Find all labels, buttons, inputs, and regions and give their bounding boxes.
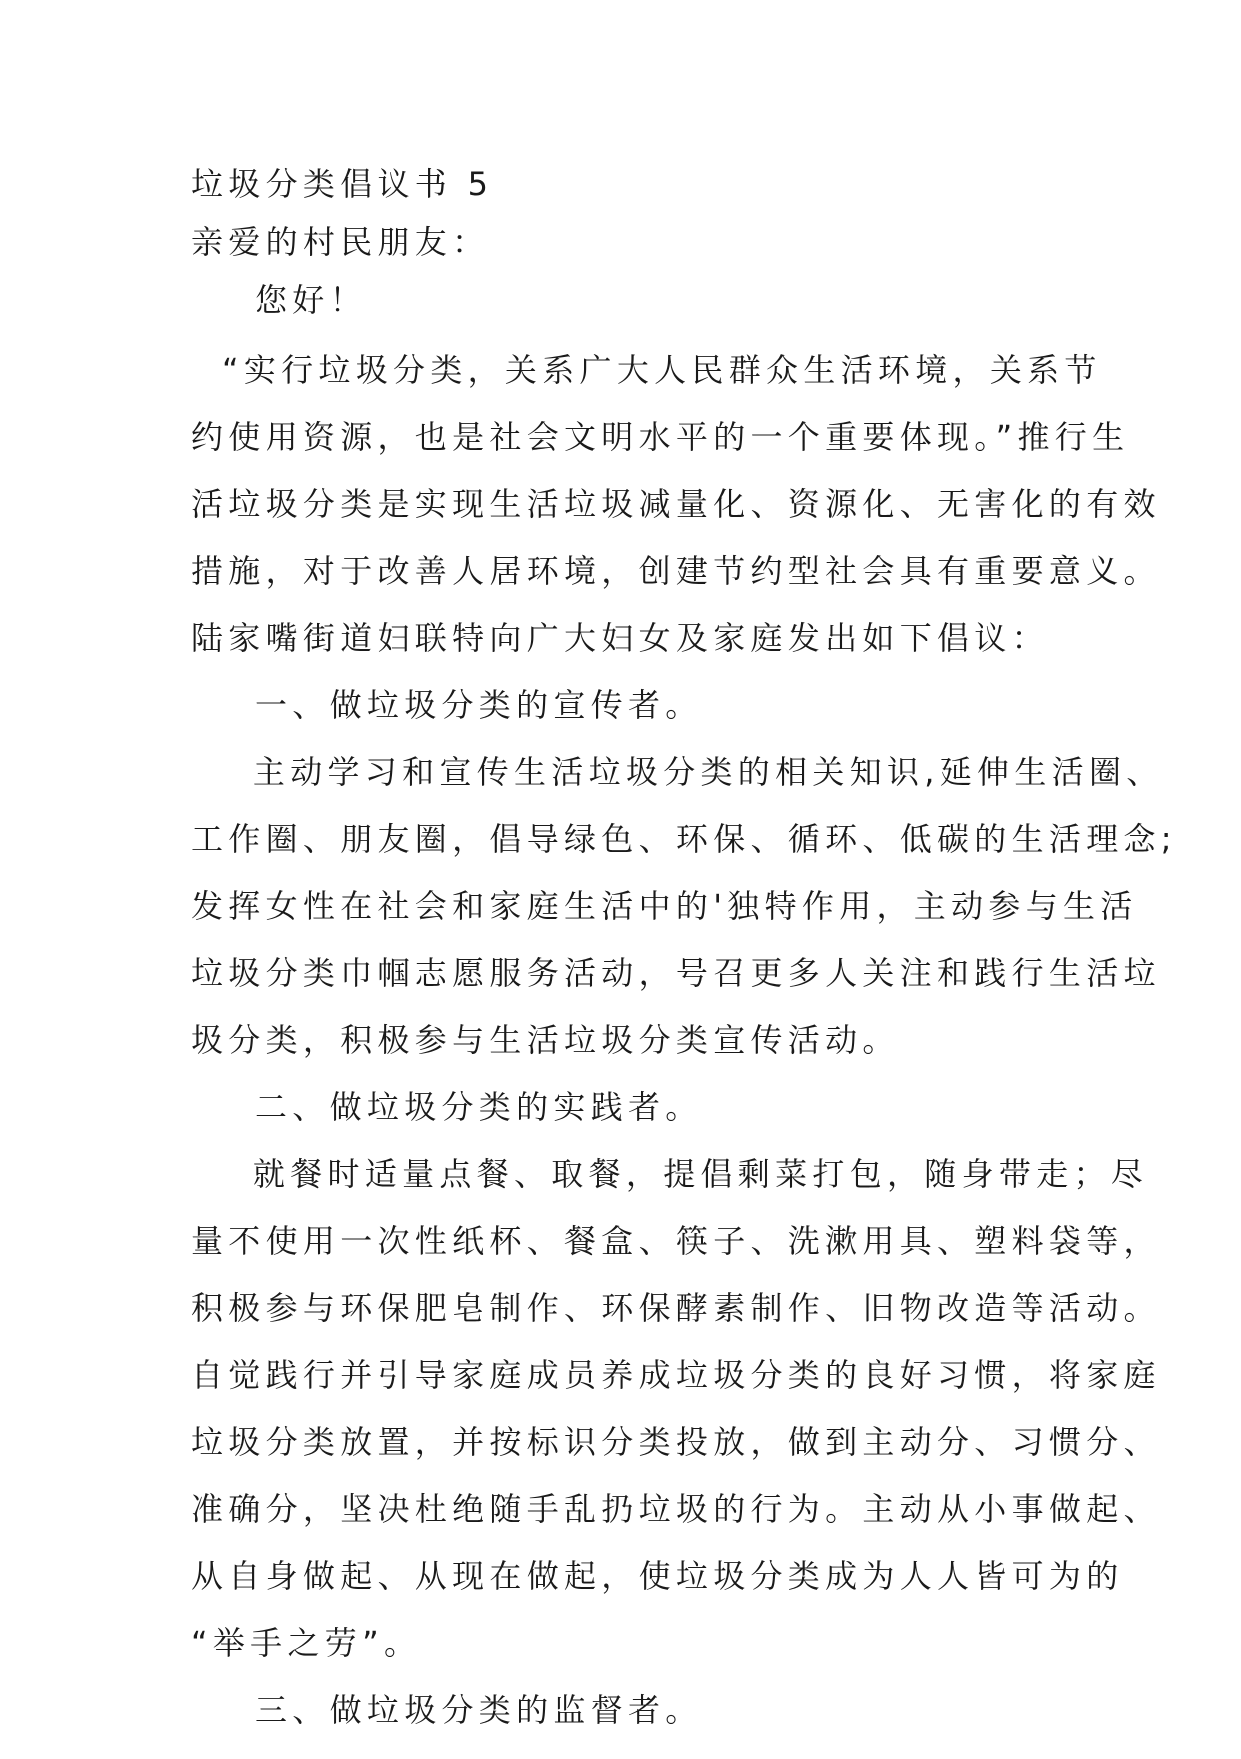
paragraph-line: 积极参与环保肥皂制作、环保酵素制作、旧物改造等活动。 xyxy=(191,1289,1161,1327)
greeting: 亲爱的村民朋友： xyxy=(191,223,490,261)
salutation: 您好！ xyxy=(255,281,367,319)
paragraph-line: 发挥女性在社会和家庭生活中的'独特作用，主动参与生活 xyxy=(191,887,1138,925)
section-2-paragraph xyxy=(191,1155,1161,1662)
paragraph-line: 陆家嘴街道妇联特向广大妇女及家庭发出如下倡议： xyxy=(191,619,1049,657)
paragraph-line: 措施，对于改善人居环境，创建节约型社会具有重要意义。 xyxy=(191,552,1161,590)
paragraph-line: 准确分，坚决杜绝随手乱扔垃圾的行为。主动从小事做起、 xyxy=(191,1490,1161,1528)
paragraph-line: “举手之劳”。 xyxy=(191,1624,422,1662)
document-body xyxy=(191,165,1177,1759)
section-heading-3: 三、做垃圾分类的监督者。 xyxy=(255,1691,703,1729)
paragraph-line: 活垃圾分类是实现生活垃圾减量化、资源化、无害化的有效 xyxy=(191,485,1161,523)
intro-paragraph xyxy=(191,351,1161,657)
paragraph-line: 从自身做起、从现在做起，使垃圾分类成为人人皆可为的 xyxy=(191,1557,1124,1595)
paragraph-line: 垃圾分类放置，并按标识分类投放，做到主动分、习惯分、 xyxy=(191,1423,1161,1461)
section-heading-1: 一、做垃圾分类的宣传者。 xyxy=(255,686,703,724)
document-title: 垃圾分类倡议书 5 xyxy=(191,165,494,203)
paragraph-line: 约使用资源，也是社会文明水平的一个重要体现。”推行生 xyxy=(191,418,1130,456)
paragraph-line: 工作圈、朋友圈，倡导绿色、环保、循环、低碳的生活理念; xyxy=(191,820,1177,858)
paragraph-line: 就餐时适量点餐、取餐，提倡剩菜打包，随身带走；尽 xyxy=(191,1155,1149,1193)
paragraph-line: 自觉践行并引导家庭成员养成垃圾分类的良好习惯，将家庭 xyxy=(191,1356,1161,1394)
section-heading-2: 二、做垃圾分类的实践者。 xyxy=(255,1088,703,1126)
section-1-paragraph xyxy=(191,753,1177,1059)
paragraph-line: “实行垃圾分类，关系广大人民群众生活环境，关系节 xyxy=(191,351,1102,389)
paragraph-line: 量不使用一次性纸杯、餐盒、筷子、洗漱用具、塑料袋等， xyxy=(191,1222,1161,1260)
paragraph-line: 主动学习和宣传生活垃圾分类的相关知识,延伸生活圈、 xyxy=(191,753,1164,791)
paragraph-line: 圾分类，积极参与生活垃圾分类宣传活动。 xyxy=(191,1021,900,1059)
paragraph-line: 垃圾分类巾帼志愿服务活动，号召更多人关注和践行生活垃 xyxy=(191,954,1161,992)
